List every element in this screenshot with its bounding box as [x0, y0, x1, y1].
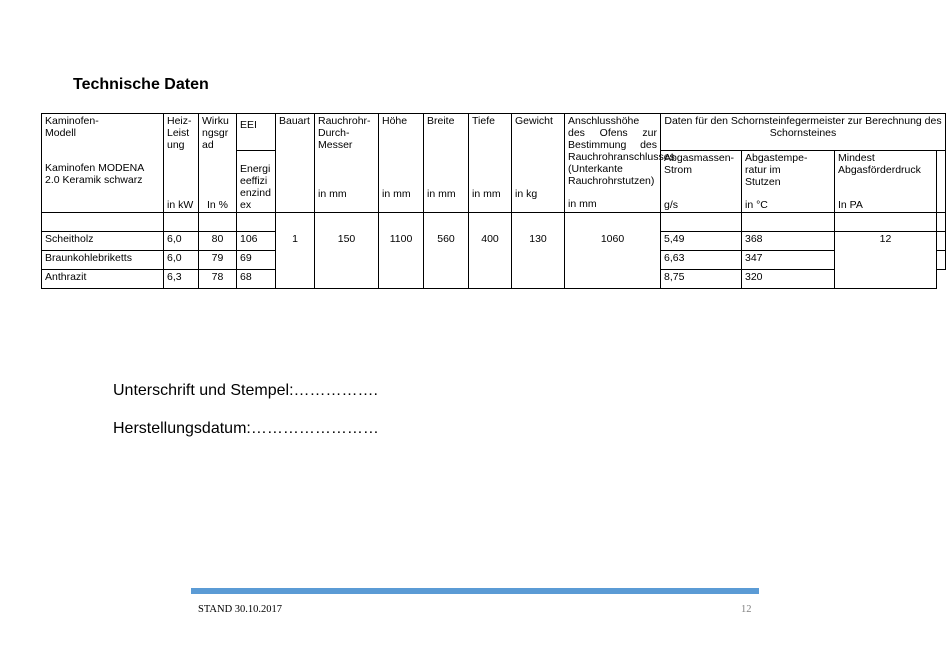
wirk-value: 80 — [199, 232, 237, 251]
anschluss-value: 1060 — [565, 232, 661, 289]
header-eei-label: EEI — [240, 119, 257, 131]
header-model-name: Kaminofen MODENA 2.0 Keramik schwarz — [45, 162, 145, 186]
header-wirkungsgrad — [199, 114, 237, 213]
manufacturing-date-line: Herstellungsdatum:…………………… — [113, 420, 379, 437]
heiz-value: 6,0 — [164, 232, 199, 251]
header-heiz-unit: in kW — [167, 199, 194, 211]
header-gewicht — [512, 114, 565, 213]
fuel-label: Braunkohlebriketts — [42, 251, 164, 270]
temperatur-value: 320 — [742, 270, 835, 289]
header-breite — [424, 114, 469, 213]
header-heiz-label: Heiz- Leist ung — [167, 115, 192, 151]
table-edge-cell — [937, 270, 946, 289]
bauart-value: 1 — [276, 232, 315, 289]
massenstrom-value: 5,49 — [661, 232, 742, 251]
header-gewicht-label: Gewicht — [515, 115, 553, 127]
header-anschluss-label: Anschlusshöhe des Ofens zur Bestimmung des Rauchrohranschlusses (Unterkante Rauchrohrstutzen) — [568, 115, 675, 187]
header-eei-desc-text: Energi eeffizi enzind ex — [240, 163, 271, 211]
rauch-value: 150 — [315, 232, 379, 289]
header-anschluss-unit: in mm — [568, 198, 597, 210]
header-bauart: Bauart — [276, 114, 315, 213]
header-mindest-unit: In PA — [838, 199, 863, 211]
technical-data-table — [41, 113, 946, 289]
breite-value: 560 — [424, 232, 469, 289]
header-mindest-label: Mindest Abgasförderdruck — [838, 152, 921, 176]
header-abgasmassenstrom — [661, 151, 742, 213]
header-breite-unit: in mm — [427, 188, 456, 200]
page-heading: Technische Daten — [73, 76, 209, 93]
footer-stand: STAND 30.10.2017 — [198, 604, 283, 615]
header-eei-desc — [237, 151, 276, 213]
footer-divider — [191, 588, 759, 594]
header-abgasmassen-label: Abgasmassen- Strom — [664, 152, 735, 176]
tiefe-value: 400 — [469, 232, 512, 289]
eei-value: 106 — [237, 232, 276, 251]
header-hoehe — [379, 114, 424, 213]
header-model — [42, 114, 164, 213]
signature-line: Unterschrift und Stempel:……………. — [113, 382, 378, 399]
header-rauchrohr — [315, 114, 379, 213]
header-mindest-abgasfoerderdruck — [835, 151, 937, 213]
massenstrom-value: 6,63 — [661, 251, 742, 270]
header-wirk-label: Wirku ngsgr ad — [202, 115, 229, 151]
header-abgasmassen-unit: g/s — [664, 199, 679, 211]
mindest-value: 12 — [835, 232, 937, 289]
header-gewicht-unit: in kg — [515, 188, 538, 200]
wirk-value: 79 — [199, 251, 237, 270]
header-hoehe-unit: in mm — [382, 188, 411, 200]
wirk-value: 78 — [199, 270, 237, 289]
temperatur-value: 347 — [742, 251, 835, 270]
table-edge-cell — [937, 251, 946, 270]
header-hoehe-label: Höhe — [382, 115, 408, 127]
eei-value: 68 — [237, 270, 276, 289]
footer-page-number: 12 — [741, 604, 752, 615]
eei-value: 69 — [237, 251, 276, 270]
heiz-value: 6,3 — [164, 270, 199, 289]
header-heizleistung — [164, 114, 199, 213]
header-breite-label: Breite — [427, 115, 455, 127]
table-edge-cell — [937, 151, 946, 213]
spacer-row — [42, 213, 946, 232]
temperatur-value: 368 — [742, 232, 835, 251]
heiz-value: 6,0 — [164, 251, 199, 270]
header-eei — [237, 114, 276, 151]
header-tiefe — [469, 114, 512, 213]
header-abgastemp-unit: in °C — [745, 199, 768, 211]
header-abgastemp-label: Abgastempe- ratur im Stutzen — [745, 152, 808, 188]
fuel-label: Scheitholz — [42, 232, 164, 251]
table-edge-cell — [937, 232, 946, 251]
header-rauch-unit: in mm — [318, 188, 347, 200]
massenstrom-value: 8,75 — [661, 270, 742, 289]
header-model-label: Kaminofen- Modell — [45, 115, 99, 139]
table-row — [42, 232, 946, 251]
gewicht-value: 130 — [512, 232, 565, 289]
header-tiefe-unit: in mm — [472, 188, 501, 200]
header-abgastemperatur — [742, 151, 835, 213]
hoehe-value: 1100 — [379, 232, 424, 289]
header-tiefe-label: Tiefe — [472, 115, 495, 127]
header-schornstein: Daten für den Schornsteinfegermeister zur Berechnung des Schornsteines — [661, 114, 946, 151]
fuel-label: Anthrazit — [42, 270, 164, 289]
header-wirk-unit: In % — [207, 199, 229, 211]
header-rauch-label: Rauchrohr- Durch- Messer — [318, 115, 371, 151]
